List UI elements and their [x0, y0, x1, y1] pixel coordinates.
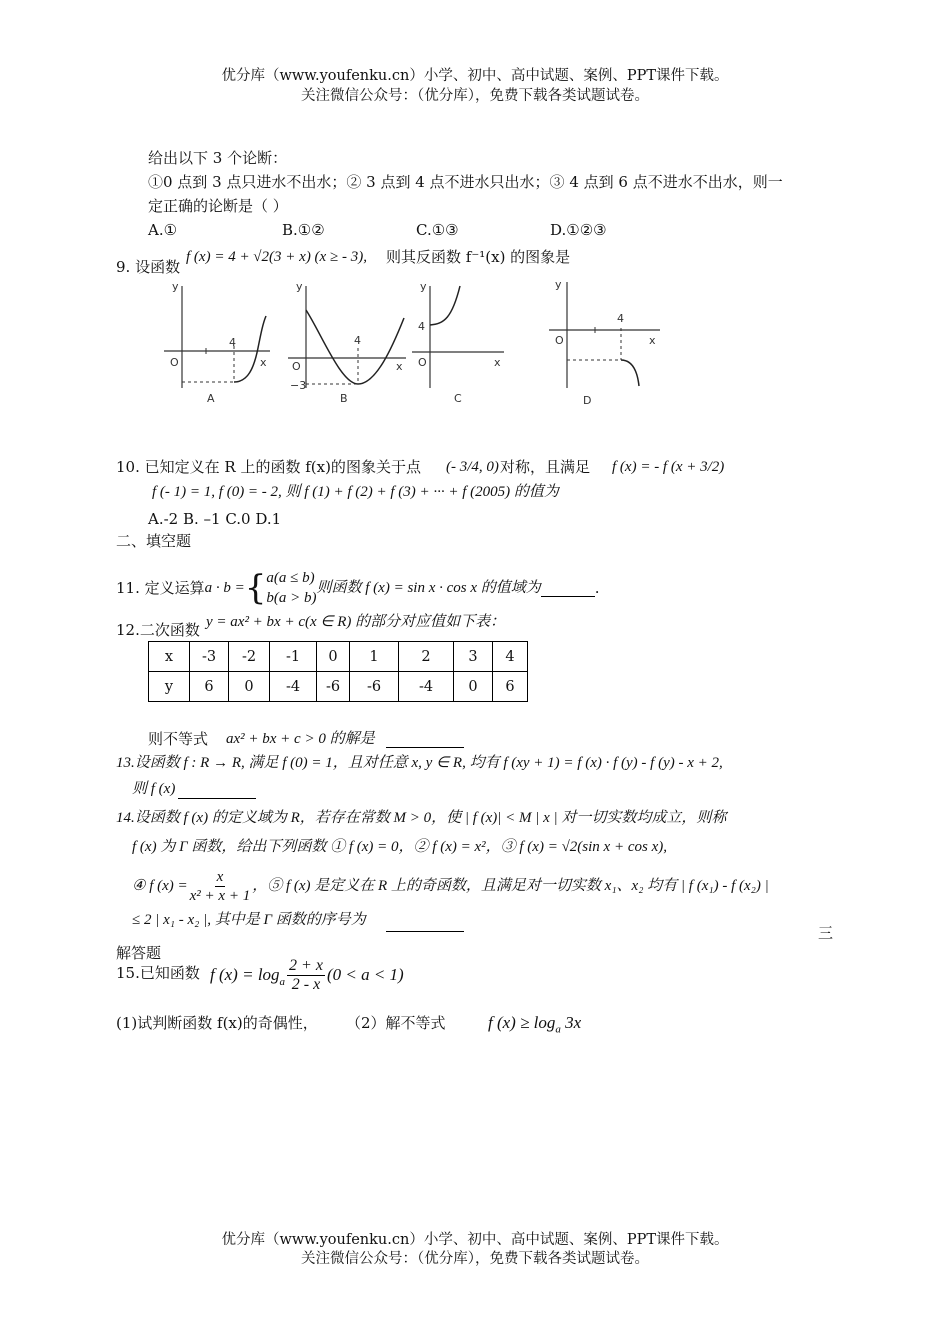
q12-prefix: 12.二次函数	[116, 621, 200, 639]
graph-b-origin: O	[292, 360, 301, 373]
q12-formula: y = ax² + bx + c(x ∈ R) 的部分对应值如下表：	[206, 614, 506, 630]
q11: 11. 定义运算 a · b = { a(a ≤ b) b(a > b) 则函数 f (x) = sin x · cos x 的值域为 .	[116, 568, 600, 608]
table-cell: 0	[317, 642, 350, 672]
footer-line-2: 关注微信公众号：（优分库），免费下载各类试题试卷。	[301, 1251, 649, 1267]
q13-line-1: 13.设函数 f : R → R, 满足 f (0) = 1，且对任意 x, y ∈ R, 均有 f (xy + 1) = f (x) · f (y) - f (y) - x + 2,	[116, 755, 723, 771]
table-cell: -2	[229, 642, 270, 672]
graph-b-tick-neg3: −3	[290, 379, 307, 392]
q10-options: A.-2 B. –1 C.0 D.1	[148, 510, 282, 528]
q14-line-3	[132, 866, 769, 906]
q12-ineq: ax² + bx + c > 0 的解是	[226, 731, 375, 747]
q8-option-d: D.①②③	[550, 221, 607, 239]
section-2-heading: 二、填空题	[116, 532, 192, 550]
q13-line-2: 则 f (x)	[132, 781, 176, 797]
q14-line-3-suffix: ，⑤ f (x) 是定义在 R 上的奇函数，且满足对一切实数 x₁、x₂ 均有 | f (x₁) - f (x₂) |	[252, 878, 769, 894]
q10-point: (- 3/4, 0)	[446, 459, 499, 475]
table-row	[149, 642, 528, 672]
graph-c	[408, 278, 508, 408]
q11-suffix: 则函数 f (x) = sin x · cos x 的值域为	[316, 580, 541, 596]
q10-line-2: f (- 1) = 1, f (0) = - 2, 则 f (1) + f (2) + f (3) + ··· + f (2005) 的值为	[152, 484, 559, 500]
table-cell: 0	[229, 672, 270, 702]
graph-b-curve	[306, 310, 404, 384]
q14-line-1: 14.设函数 f (x) 的定义域为 R，若存在常数 M > 0，使 | f (x)| < M | x | 对一切实数均成立，则称	[116, 810, 727, 826]
q15-ineq-base: a	[555, 1023, 561, 1036]
q14-line-4: ≤ 2 | x₁ - x₂ |, 其中是 Γ 函数的序号为	[132, 912, 366, 928]
q15-fraction	[287, 957, 325, 994]
q11-end: .	[594, 579, 600, 597]
graph-d-curve	[621, 360, 639, 386]
q8-statements-2: 定正确的论断是（ ）	[148, 197, 288, 215]
q14-answer-blank[interactable]	[386, 930, 464, 932]
table-cell: -1	[270, 642, 317, 672]
q15-log-base: a	[279, 976, 286, 988]
q15-prefix: 15.已知函数	[116, 964, 200, 982]
table-row	[149, 672, 528, 702]
q12-ineq-prefix: 则不等式	[148, 730, 209, 748]
graph-a-curve	[234, 316, 266, 382]
graph-a	[160, 278, 280, 408]
table-cell: 6	[493, 672, 528, 702]
graph-d-y-label: y	[555, 278, 562, 291]
q8-intro: 给出以下 3 个论断：	[148, 149, 288, 167]
table-cell: 2	[399, 642, 454, 672]
q15-function	[210, 955, 404, 995]
table-cell: -4	[399, 672, 454, 702]
graph-c-origin: O	[418, 356, 427, 369]
section-3-number: 三	[818, 924, 834, 942]
graph-a-label: A	[207, 392, 215, 405]
q12-value-table	[148, 641, 528, 702]
q8-statements-1: ①0 点到 3 点只进水不出水；② 3 点到 4 点不进水只出水；③ 4 点到 6 点不进水不出水，则一	[148, 173, 783, 191]
table-cell: -6	[350, 672, 399, 702]
q8-option-c: C.①③	[416, 221, 459, 239]
graph-c-x-label: x	[494, 356, 501, 369]
q15-part-2: （2）解不等式	[346, 1014, 446, 1032]
q15-inequality	[488, 1013, 581, 1039]
q11-prefix: 11. 定义运算	[116, 579, 205, 597]
graph-d	[545, 278, 670, 408]
q14-fraction	[190, 868, 251, 905]
q14-frac-den: x² + x + 1	[189, 887, 251, 904]
q11-case-1: a(a ≤ b)	[266, 570, 315, 586]
footer-line-1: 优分库（www.youfenku.cn）小学、初中、高中试题、案例、PPT课件下载。	[221, 1232, 729, 1248]
q15-frac-num: 2 + x	[289, 956, 323, 974]
table-cell: 3	[454, 642, 493, 672]
q11-case-2: b(a > b)	[266, 590, 317, 606]
table-header-y: y	[149, 672, 190, 702]
q11-expr: a · b =	[204, 580, 245, 596]
graph-b-x-label: x	[396, 360, 403, 373]
q8-option-a: A.①	[148, 221, 178, 239]
table-cell: 4	[493, 642, 528, 672]
q14-line-2: f (x) 为 Γ 函数，给出下列函数 ① f (x) = 0，② f (x) = x²，③ f (x) = √2(sin x + cos x),	[132, 839, 667, 855]
graph-d-label: D	[583, 394, 592, 407]
graph-a-tick-4: 4	[229, 336, 236, 349]
graph-d-x-label: x	[649, 334, 656, 347]
q9-prefix: 9. 设函数	[116, 258, 181, 276]
graph-d-tick-4: 4	[617, 312, 624, 325]
q8-option-b: B.①②	[282, 221, 325, 239]
q9-suffix: 则其反函数 f⁻¹(x) 的图象是	[386, 248, 571, 266]
table-cell: -6	[317, 672, 350, 702]
graph-c-label: C	[454, 392, 462, 405]
q10-mid: 对称，且满足	[500, 458, 591, 476]
q11-answer-blank[interactable]	[541, 580, 595, 597]
graph-a-x-label: x	[260, 356, 267, 369]
q15-ineq-text: f (x) ≥ log	[488, 1013, 556, 1032]
graph-a-origin: O	[170, 356, 179, 369]
table-cell: 1	[350, 642, 399, 672]
q15-ineq-end: 3x	[565, 1013, 582, 1032]
section-3-heading: 解答题	[116, 944, 162, 962]
table-header-x: x	[149, 642, 190, 672]
q14-frac-num: x	[216, 868, 224, 885]
q10-prefix: 10. 已知定义在 R 上的函数 f(x)的图象关于点	[116, 458, 421, 476]
q12-answer-blank[interactable]	[386, 746, 464, 748]
graph-b-tick-4: 4	[354, 334, 361, 347]
table-cell: 6	[190, 672, 229, 702]
table-cell: 0	[454, 672, 493, 702]
table-cell: -4	[270, 672, 317, 702]
q15-condition: (0 < a < 1)	[326, 965, 404, 984]
q9-formula: f (x) = 4 + √2(3 + x) (x ≥ - 3),	[186, 249, 367, 265]
q15-fx: f (x) = log	[210, 965, 280, 984]
table-cell: -3	[190, 642, 229, 672]
graph-b-y-label: y	[296, 280, 303, 293]
graph-b-label: B	[340, 392, 348, 405]
header-line-1: 优分库（www.youfenku.cn）小学、初中、高中试题、案例、PPT课件下载。	[221, 68, 729, 84]
q10-condition: f (x) = - f (x + 3/2)	[612, 459, 725, 475]
graph-c-curve	[430, 286, 460, 325]
graph-a-y-label: y	[172, 280, 179, 293]
header-line-2: 关注微信公众号：（优分库），免费下载各类试题试卷。	[301, 88, 649, 104]
q14-line-3-prefix: ④ f (x) =	[132, 878, 188, 894]
q15-frac-den: 2 - x	[291, 975, 321, 993]
graph-b	[286, 278, 416, 408]
graph-c-y-label: y	[420, 280, 427, 293]
graph-c-tick-4: 4	[418, 320, 425, 333]
q15-part-1: (1)试判断函数 f(x)的奇偶性，	[116, 1014, 318, 1032]
graph-d-origin: O	[555, 334, 564, 347]
q13-answer-blank[interactable]	[178, 797, 256, 799]
